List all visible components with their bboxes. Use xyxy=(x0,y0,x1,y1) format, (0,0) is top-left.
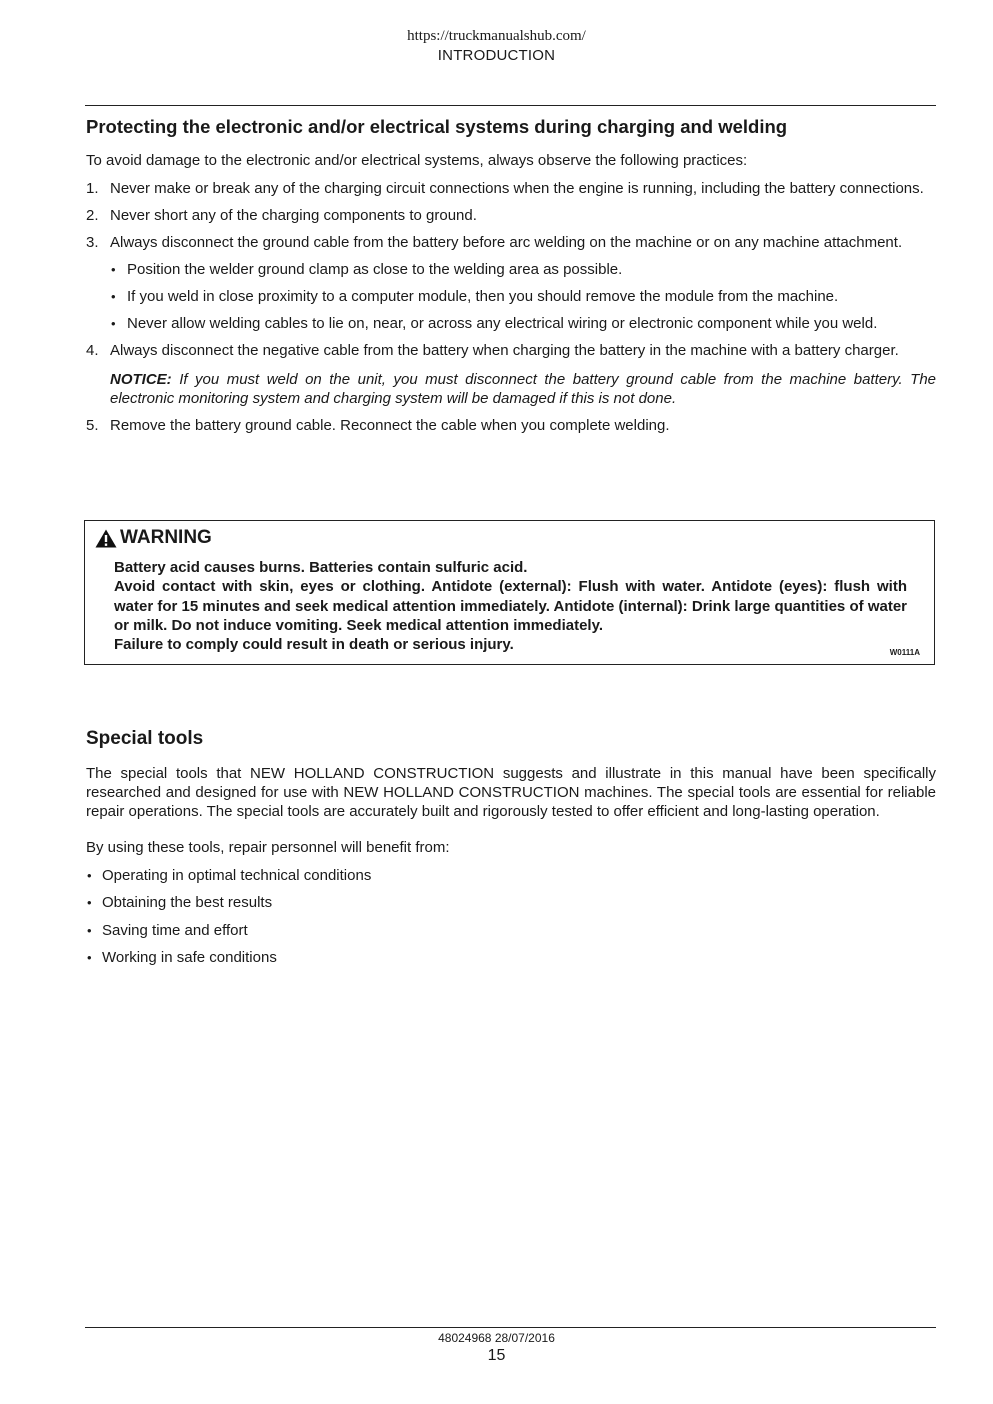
list-item xyxy=(86,948,936,967)
list-item xyxy=(110,287,936,306)
warning-code: W0111A xyxy=(889,648,920,657)
bullet-text: Position the welder ground clamp as close to the welding area as possible. xyxy=(127,261,623,278)
warning-box xyxy=(84,520,935,665)
bullet-text: Saving time and effort xyxy=(102,921,248,939)
step-number: 1. xyxy=(86,180,99,197)
notice-label: NOTICE: xyxy=(110,371,172,388)
protecting-section xyxy=(86,115,936,435)
notice-paragraph xyxy=(110,370,936,408)
step-text: Always disconnect the negative cable from the battery when charging the battery in the machine with a battery charger. xyxy=(110,342,899,359)
bullet-icon: • xyxy=(87,950,92,965)
bullet-text: Never allow welding cables to lie on, near, or across any electrical wiring or electronic component while you weld. xyxy=(127,315,878,332)
top-divider xyxy=(85,105,936,106)
step-number: 4. xyxy=(86,342,99,359)
warning-heading xyxy=(95,527,212,549)
bullet-text: Obtaining the best results xyxy=(102,894,273,911)
bullet-icon: • xyxy=(111,289,116,304)
step-text: Remove the battery ground cable. Reconnect the cable when you complete welding. xyxy=(110,417,670,434)
welding-bullets xyxy=(110,260,936,333)
warning-title: WARNING xyxy=(120,527,212,548)
warning-line: Avoid contact with skin, eyes or clothing. Antidote (external): Flush with water. Antidote (eyes): flush with water for 15 minutes and seek medical attention immediately. Antidote (internal): Drink large quantities of water or milk. Do not induce vomiting. Seek medical attention immediately. xyxy=(114,578,907,634)
list-item xyxy=(86,866,936,885)
benefits-list xyxy=(86,866,936,968)
step-text: Always disconnect the ground cable from the battery before arc welding on the machine or on any machine attachment. xyxy=(110,234,903,251)
step-text: Never short any of the charging components to ground. xyxy=(110,207,477,224)
list-item xyxy=(86,921,936,940)
warning-triangle-icon xyxy=(95,529,117,548)
list-item xyxy=(110,314,936,333)
list-item xyxy=(110,260,936,279)
bullet-icon: • xyxy=(111,316,116,331)
bullet-text: Operating in optimal technical conditions xyxy=(102,866,372,884)
special-tools-section xyxy=(86,727,936,967)
steps-list xyxy=(86,179,936,360)
warning-body xyxy=(114,558,907,654)
list-item xyxy=(86,206,936,225)
list-item xyxy=(86,233,936,333)
bullet-icon: • xyxy=(87,867,92,883)
intro-paragraph: To avoid damage to the electronic and/or electrical systems, always observe the following practices: xyxy=(86,152,748,169)
list-item xyxy=(86,416,936,435)
bullet-text: Working in safe conditions xyxy=(102,949,277,966)
step-number: 5. xyxy=(86,417,99,434)
page-number: 15 xyxy=(487,1347,506,1364)
bullet-icon: • xyxy=(111,262,116,277)
bullet-icon: • xyxy=(87,895,92,910)
section-header: INTRODUCTION xyxy=(437,47,556,64)
section-title: Special tools xyxy=(86,728,204,749)
tools-benefits-intro: By using these tools, repair personnel will benefit from: xyxy=(86,839,450,856)
step-text: Never make or break any of the charging circuit connections when the engine is running, including the battery connections. xyxy=(110,180,924,197)
bullet-text: If you weld in close proximity to a computer module, then you should remove the module from the machine. xyxy=(127,288,839,305)
warning-line: Battery acid causes burns. Batteries contain sulfuric acid. xyxy=(114,559,528,576)
section-title: Protecting the electronic and/or electrical systems during charging and welding xyxy=(86,116,788,137)
list-item xyxy=(86,893,936,912)
document-id: 48024968 28/07/2016 xyxy=(438,1331,555,1345)
step-number: 2. xyxy=(86,207,99,224)
notice-text: If you must weld on the unit, you must disconnect the battery ground cable from the machine battery. The electronic monitoring system and charging system will be damaged if this is not done. xyxy=(110,371,937,407)
tools-paragraph: The special tools that NEW HOLLAND CONSTRUCTION suggests and illustrate in this manual have been specifically researched and designed for use with NEW HOLLAND CONSTRUCTION machines. The special tools are essential for reliable repair operations. The special tools are accurately built and rigorously tested to offer efficient and long-lasting operation. xyxy=(86,765,936,820)
list-item xyxy=(86,341,936,360)
bottom-divider xyxy=(85,1327,936,1328)
steps-list-continued xyxy=(86,416,936,435)
bullet-icon: • xyxy=(87,922,92,938)
list-item xyxy=(86,179,936,198)
warning-line: Failure to comply could result in death or serious injury. xyxy=(114,636,514,654)
step-number: 3. xyxy=(86,234,99,251)
source-url: https://truckmanualshub.com/ xyxy=(407,28,586,44)
